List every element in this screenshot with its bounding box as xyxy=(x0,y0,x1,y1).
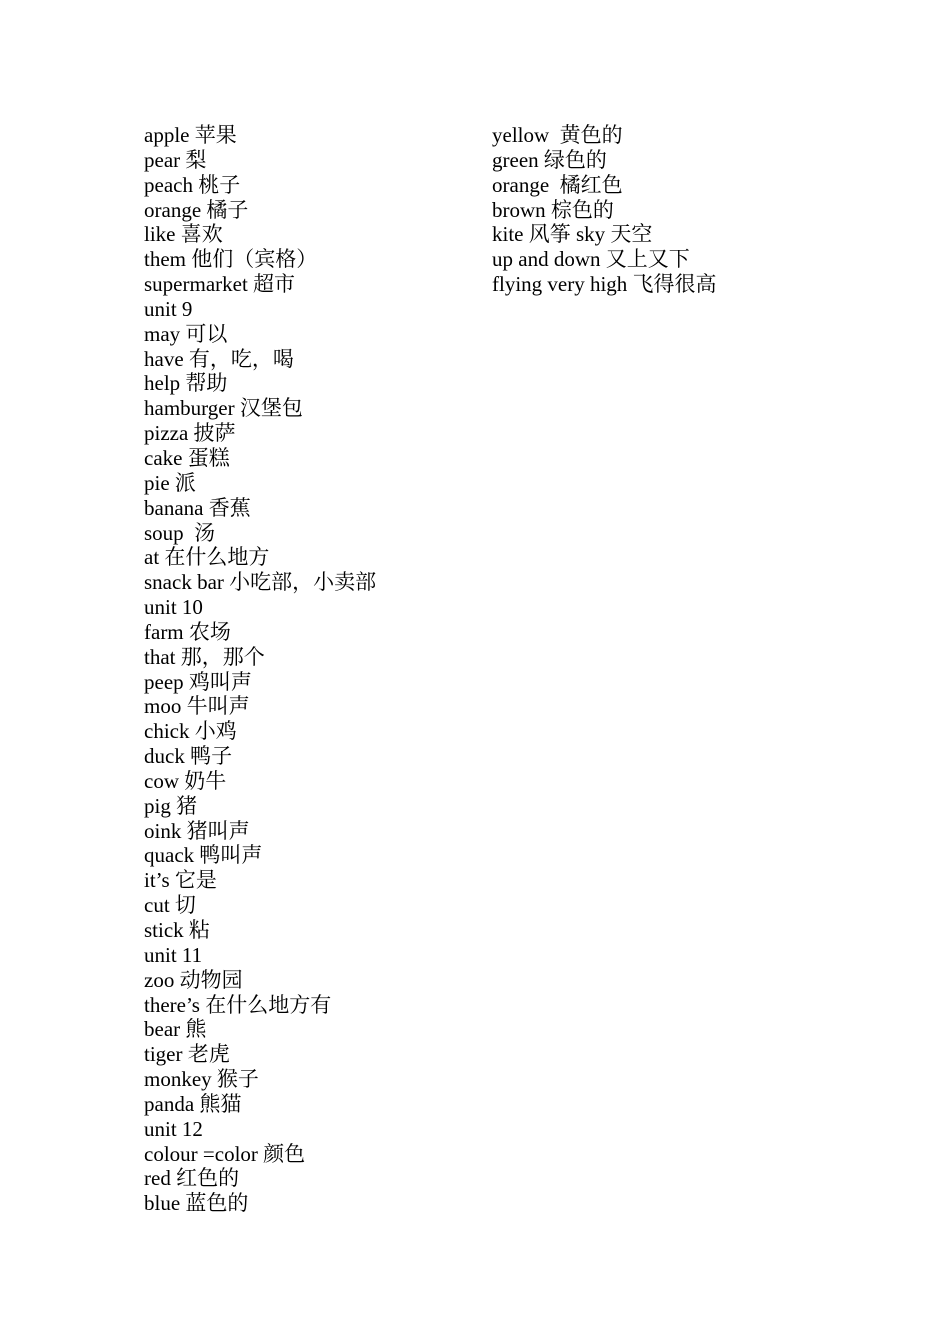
vocabulary-line: brown 棕色的 xyxy=(492,197,614,222)
vocabulary-line: chick 小鸡 xyxy=(144,719,237,744)
vocabulary-line: blue 蓝色的 xyxy=(144,1191,249,1216)
vocabulary-line: oink 猪叫声 xyxy=(144,818,250,843)
vocabulary-line: monkey 猴子 xyxy=(144,1067,259,1092)
vocabulary-line: tiger 老虎 xyxy=(144,1042,230,1067)
vocabulary-line: up and down 又上又下 xyxy=(492,247,690,272)
vocabulary-line: red 红色的 xyxy=(144,1166,240,1191)
vocabulary-line: pizza 披萨 xyxy=(144,421,236,446)
vocabulary-line: flying very high 飞得很高 xyxy=(492,272,717,297)
vocabulary-line: stick 粘 xyxy=(144,918,210,942)
vocabulary-line: snack bar 小吃部，小卖部 xyxy=(144,570,377,595)
vocabulary-left-column xyxy=(144,123,474,1216)
vocabulary-line: cow 奶牛 xyxy=(144,768,227,793)
vocabulary-line: moo 牛叫声 xyxy=(144,694,250,719)
vocabulary-line: there’s 在什么地方有 xyxy=(144,992,332,1017)
vocabulary-line: unit 10 xyxy=(144,595,203,620)
vocabulary-line: cake 蛋糕 xyxy=(144,445,230,470)
vocabulary-line: zoo 动物园 xyxy=(144,967,243,992)
vocabulary-line: unit 9 xyxy=(144,296,193,321)
vocabulary-line: pear 梨 xyxy=(144,147,207,172)
vocabulary-line: banana 香蕉 xyxy=(144,495,251,520)
vocabulary-line: unit 11 xyxy=(144,942,203,967)
vocabulary-line: duck 鸭子 xyxy=(144,744,233,769)
vocabulary-line: help 帮助 xyxy=(144,371,228,396)
vocabulary-line: peach 桃子 xyxy=(144,172,241,197)
vocabulary-line: apple 苹果 xyxy=(144,123,237,147)
vocabulary-line: colour =color 颜色 xyxy=(144,1141,306,1166)
vocabulary-line: kite 风筝 sky 天空 xyxy=(492,222,653,247)
vocabulary-line: quack 鸭叫声 xyxy=(144,843,263,868)
vocabulary-line: that 那，那个 xyxy=(144,644,265,669)
vocabulary-line: pig 猪 xyxy=(144,793,198,818)
vocabulary-right-column xyxy=(492,123,822,297)
vocabulary-line: like 喜欢 xyxy=(144,222,223,247)
vocabulary-line: supermarket 超市 xyxy=(144,272,296,297)
vocabulary-line: green 绿色的 xyxy=(492,147,607,172)
vocabulary-line: orange 橘子 xyxy=(144,197,249,222)
vocabulary-line: panda 熊猫 xyxy=(144,1091,242,1116)
vocabulary-line: them 他们（宾格） xyxy=(144,247,318,272)
vocabulary-line: orange 橘红色 xyxy=(492,172,623,197)
vocabulary-line: pie 派 xyxy=(144,470,196,495)
vocabulary-line: farm 农场 xyxy=(144,619,231,644)
vocabulary-line: have 有，吃，喝 xyxy=(144,346,294,371)
vocabulary-line: peep 鸡叫声 xyxy=(144,669,252,694)
vocabulary-line: bear 熊 xyxy=(144,1017,207,1042)
vocabulary-line: unit 12 xyxy=(144,1116,203,1141)
vocabulary-line: yellow 黄色的 xyxy=(492,123,623,147)
vocabulary-line: hamburger 汉堡包 xyxy=(144,396,303,421)
vocabulary-line: at 在什么地方 xyxy=(144,545,270,570)
vocabulary-line: it’s 它是 xyxy=(144,868,217,893)
vocabulary-line: may 可以 xyxy=(144,321,228,346)
vocabulary-line: soup 汤 xyxy=(144,520,216,545)
vocabulary-line: cut 切 xyxy=(144,893,196,918)
